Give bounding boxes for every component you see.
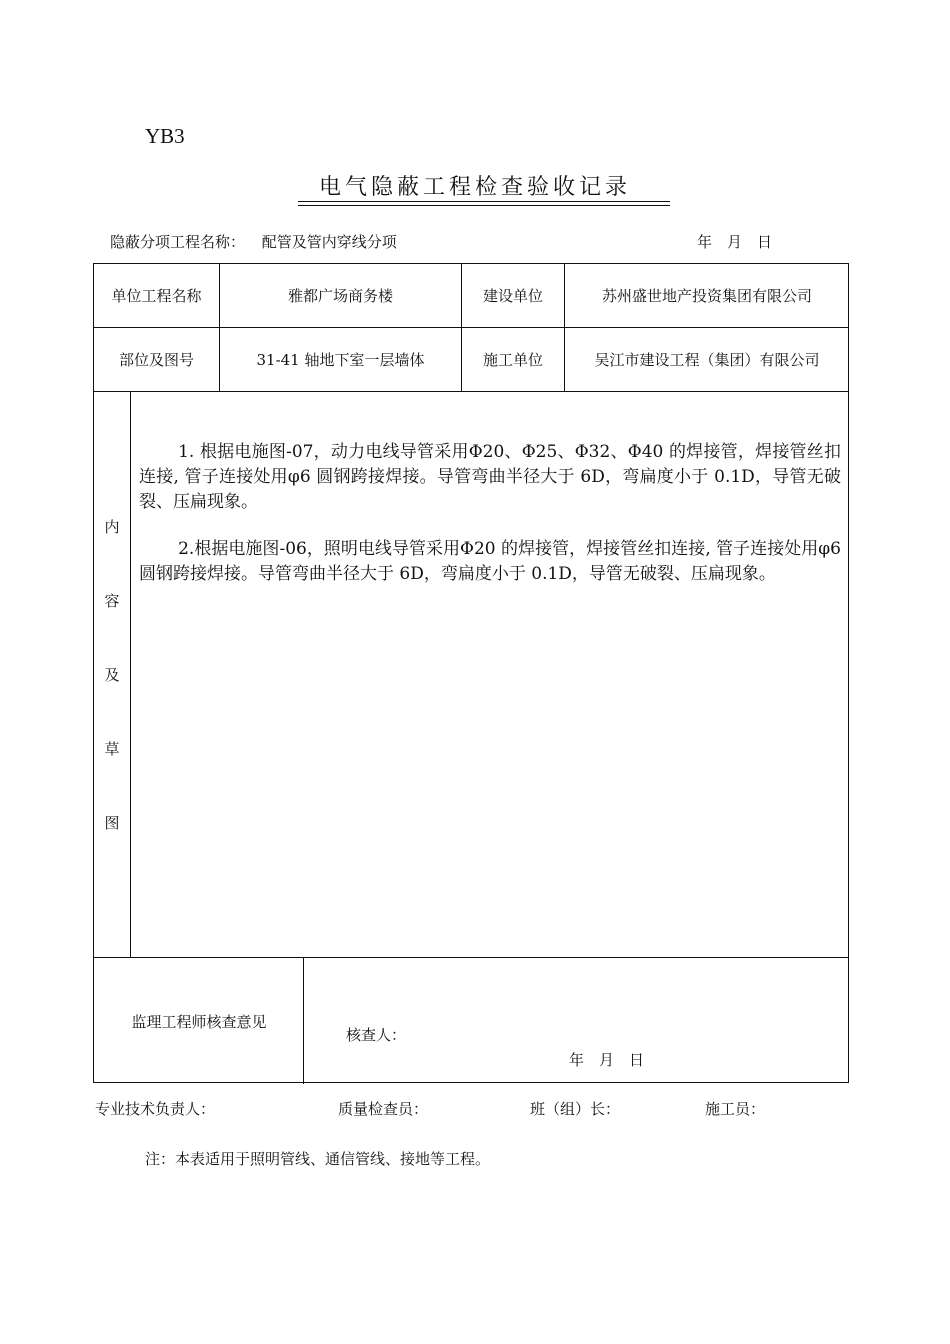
- inspection-table: [93, 263, 849, 1083]
- title-underline: [298, 201, 670, 202]
- subitem-label: 隐蔽分项工程名称：: [110, 233, 246, 251]
- unit-project-value: 雅都广场商务楼: [287, 287, 393, 305]
- contractor-value: 吴江市建设工程（集团）有限公司: [594, 351, 820, 369]
- checker-label: 核查人：: [346, 1026, 407, 1044]
- side-char: 容: [104, 592, 120, 610]
- subitem-value: 配管及管内穿线分项: [261, 233, 397, 251]
- col-divider: [130, 392, 131, 958]
- content-paragraph: 2.根据电施图-06，照明电线导管采用Φ20 的焊接管，焊接管丝扣连接, 管子连接处用φ6 圆钢跨接焊接。导管弯曲半径大于 6D，弯扁度小于 0.1D，导管无破裂、压扁现象。: [139, 539, 841, 584]
- checker-date: 年 月 日: [569, 1051, 645, 1069]
- location-value: 31-41 轴地下室一层墙体: [256, 351, 425, 369]
- record-date: 年 月 日: [697, 233, 773, 251]
- title-underline-double: [298, 205, 670, 206]
- side-char: 内: [104, 518, 120, 536]
- worker-label: 施工员：: [705, 1100, 766, 1118]
- unit-project-label: 单位工程名称: [111, 287, 202, 305]
- builder-value: 苏州盛世地产投资集团有限公司: [601, 287, 812, 305]
- page-title: 电气隐蔽工程检查验收记录: [318, 175, 631, 200]
- row-divider: [94, 391, 848, 392]
- form-code: YB3: [145, 124, 185, 148]
- team-leader-label: 班（组）长：: [530, 1100, 621, 1118]
- subitem-row: [110, 231, 409, 252]
- content-body: [139, 440, 841, 609]
- content-paragraph: 1. 根据电施图-07，动力电线导管采用Φ20、Φ25、Φ32、Φ40 的焊接管，焊接管丝扣连接, 管子连接处用φ6 圆钢跨接焊接。导管弯曲半径大于 6D，弯扁度小于 0.1D，导管无破裂、压扁现象。: [139, 442, 841, 512]
- quality-inspector-label: 质量检查员：: [338, 1100, 429, 1118]
- location-label: 部位及图号: [118, 351, 194, 369]
- contractor-label: 施工单位: [482, 351, 543, 369]
- builder-label: 建设单位: [482, 287, 543, 305]
- content-side-label: [94, 392, 130, 958]
- side-char: 及: [104, 666, 120, 684]
- supervisor-opinion-label: 监理工程师核查意见: [131, 1012, 267, 1031]
- footnote: 注：本表适用于照明管线、通信管线、接地等工程。: [145, 1150, 491, 1168]
- side-char: 图: [104, 814, 120, 832]
- tech-lead-label: 专业技术负责人：: [95, 1100, 216, 1118]
- side-char: 草: [104, 740, 120, 758]
